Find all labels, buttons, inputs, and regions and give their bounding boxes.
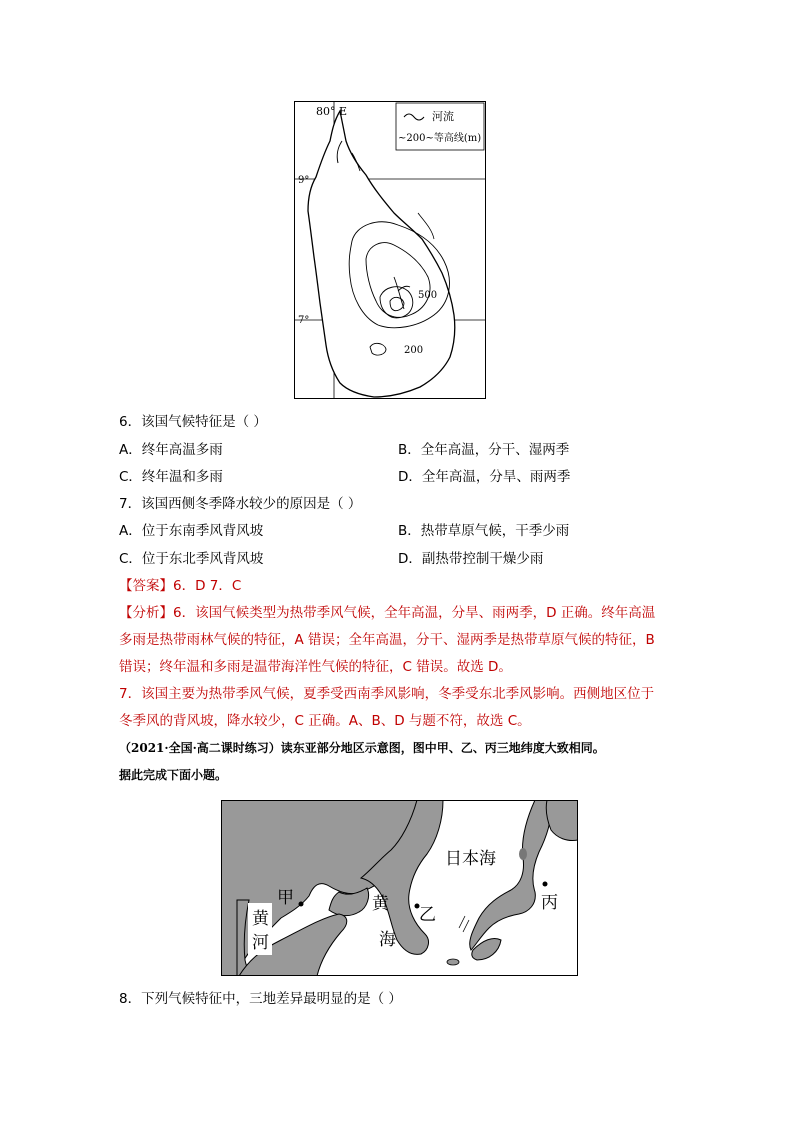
q6-stem: 6．该国气候特征是（ ） [119,414,267,430]
label-huang-sea-2: 海 [379,930,396,950]
legend-river-label: 河流 [432,110,454,123]
label-yellow-river-2: 河 [252,933,269,953]
q6-option-a: A．终年高温多雨 [119,442,223,458]
q6-option-d: D．全年高温，分旱、雨两季 [398,469,571,485]
contour-500-label: 500 [418,290,438,301]
east-asia-map [221,800,578,976]
lat-9-label: 9° [298,175,310,186]
q7-option-d: D．副热带控制干燥少雨 [398,551,544,567]
label-sea-of-japan: 日本海 [445,849,496,869]
q7-stem: 7．该国西侧冬季降水较少的原因是（ ） [119,496,362,512]
label-yi: 乙 [419,905,436,925]
q7-option-a: A．位于东南季风背风坡 [119,523,264,539]
q8-stem: 8．下列气候特征中，三地差异最明显的是（ ） [119,991,402,1007]
answer-line: 【答案】6．D 7．C [119,578,242,594]
analysis-line-5: 冬季风的背风坡，降水较少，C 正确。A、B、D 与题不符，故选 C。 [119,713,531,729]
intro-line-2: 据此完成下面小题。 [119,768,228,782]
label-huang-sea-1: 黄 [372,894,389,914]
label-jia: 甲 [277,888,294,908]
q7-option-c: C．位于东北季风背风坡 [119,551,264,567]
label-bing: 丙 [541,893,558,913]
analysis-line-3: 错误；终年温和多雨是温带海洋性气候的特征，C 错误。故选 D。 [119,659,512,675]
analysis-line-1: 【分析】6．该国气候类型为热带季风气候，全年高温，分旱、雨两季，D 正确。终年高温 [119,605,656,621]
q7-option-b: B．热带草原气候，干季少雨 [398,523,570,539]
analysis-line-2: 多雨是热带雨林气候的特征，A 错误；全年高温，分干、湿两季是热带草原气候的特征，B [119,632,655,648]
point-jia [299,902,304,907]
longitude-label: 80° E [316,105,348,118]
label-yellow-river-1: 黄 [252,909,269,929]
contour-200-label: 200 [404,345,424,356]
q6-option-b: B．全年高温，分干、湿两季 [398,442,570,458]
point-bing [543,882,548,887]
q6-option-c: C．终年温和多雨 [119,469,223,485]
intro-line-1: （2021·全国·高二课时练习）读东亚部分地区示意图，图中甲、乙、丙三地纬度大致相同。 [119,741,605,755]
legend-contour-label: ~200~等高线(m) [398,133,482,144]
sri-lanka-map [294,101,486,399]
lat-7-label: 7° [298,315,310,326]
analysis-line-4: 7．该国主要为热带季风气候，夏季受西南季风影响，冬季受东北季风影响。西侧地区位于 [119,686,655,702]
